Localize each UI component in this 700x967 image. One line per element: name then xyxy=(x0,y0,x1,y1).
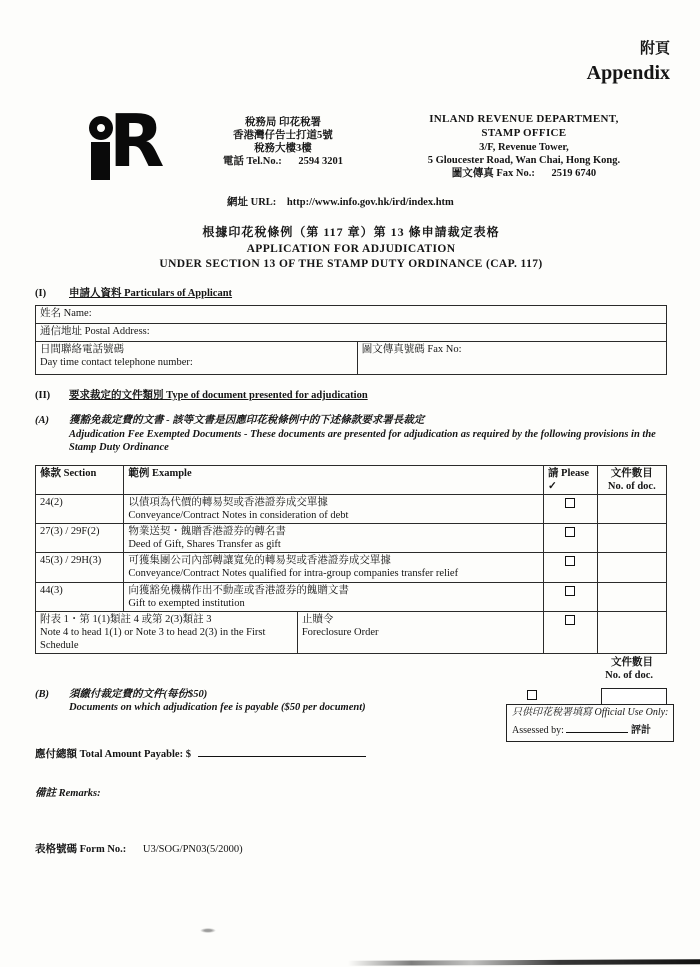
exempted-documents-table xyxy=(35,465,667,655)
form-title-zh: 根據印花稅條例（第 117 章）第 13 條申請裁定表格 xyxy=(202,225,500,240)
telephone-number: 2594 3201 xyxy=(298,156,343,168)
part-b-text xyxy=(69,688,489,714)
part-b-text-en: Documents on which adjudication fee is payable ($50 per document) xyxy=(69,702,366,714)
fax-line xyxy=(381,167,667,180)
office-zh-line: 稅務局 印花稅署 xyxy=(244,117,321,128)
assessed-by-label: Assessed by: xyxy=(512,724,564,736)
table-row xyxy=(36,524,667,553)
part-a-text-zh: 獲豁免裁定費的文書 - 該等文書是因應印花稅條例中的下述條款要求署長裁定 xyxy=(69,415,425,427)
example-cell: 可獲集團公司內部轉讓寬免的轉易契或香港證券成交單據 Conveyance/Contract Notes qualified for intra-group companies transfer relief xyxy=(124,553,544,582)
office-zh-line: 稅務大樓3樓 xyxy=(254,143,312,155)
fax-field[interactable]: 圖文傳真號碼 Fax No: xyxy=(357,342,666,375)
section2-number: (II) xyxy=(35,390,51,401)
section1-number: (I) xyxy=(35,287,47,299)
name-field[interactable]: 姓名 Name: xyxy=(36,306,667,324)
doc-count-caption: 文件數目 No. of doc. xyxy=(605,657,653,681)
table-row xyxy=(36,553,667,582)
part-a-text xyxy=(69,414,667,454)
fax-label: 圖文傳真 Fax No.: xyxy=(451,167,535,179)
please-cell xyxy=(543,611,597,653)
url-value: http://www.info.gov.hk/ird/index.htm xyxy=(286,197,454,208)
daytime-phone-field[interactable] xyxy=(36,342,358,375)
form-title xyxy=(35,225,667,271)
section-ref: 27(3) / 29F(2) xyxy=(36,524,124,553)
scan-artifact xyxy=(200,928,216,933)
checkbox-row4[interactable] xyxy=(565,586,575,596)
fax-number: 2519 6740 xyxy=(551,167,597,179)
part-a-text-en: Adjudication Fee Exempted Documents - These documents are presented for adjudication as required by the following provisions in the Stamp Duty Ordinance xyxy=(69,429,656,454)
table-row xyxy=(36,342,667,375)
checkbox-row5[interactable] xyxy=(565,615,575,625)
applicant-table xyxy=(35,305,667,375)
assessed-by-blank xyxy=(566,722,628,733)
checkbox-part-b[interactable] xyxy=(527,690,537,700)
office-address-zh xyxy=(191,108,375,169)
part-a-intro xyxy=(35,414,667,454)
total-amount-line xyxy=(35,744,667,761)
phone-label-zh: 日間聯絡電話號碼 xyxy=(40,344,124,355)
example-cell: 以債項為代價的轉易契或香港證券成交單據 Conveyance/Contract Notes in consideration of debt xyxy=(124,494,544,523)
table-row xyxy=(36,306,667,324)
table-header-row xyxy=(36,465,667,494)
doc-count-cell[interactable] xyxy=(597,524,666,553)
section-ref: 24(2) xyxy=(36,494,124,523)
example-cell: 止贖令 Foreclosure Order xyxy=(297,611,543,653)
scan-edge-artifact xyxy=(348,959,700,966)
letterhead xyxy=(35,99,667,192)
office-address-en xyxy=(381,108,667,180)
condition-cell: 附表 1・第 1(1)類註 4 或第 2(3)類註 3 Note 4 to head 1(1) or Note 3 to head 2(3) in the First Schedule xyxy=(36,611,298,653)
table-row xyxy=(36,494,667,523)
office-en-line: 3/F, Revenue Tower, xyxy=(479,141,569,153)
example-cell: 物業送契・餽贈香港證券的轉名書 Deed of Gift, Shares Transfer as gift xyxy=(124,524,544,553)
assessed-by-suffix: 評計 xyxy=(630,724,651,736)
remarks-label: 備註 Remarks: xyxy=(35,788,101,800)
column-header-section: 條款 Section xyxy=(36,465,124,494)
form-number-label: 表格號碼 Form No.: xyxy=(35,844,127,855)
assessed-by-line xyxy=(512,722,668,738)
ird-logo-icon: R xyxy=(83,108,183,192)
form-number-line xyxy=(35,843,243,856)
part-b-number: (B) xyxy=(35,689,49,701)
phone-label-en: Day time contact telephone number: xyxy=(40,357,193,369)
form-title-en2: UNDER SECTION 13 OF THE STAMP DUTY ORDINANCE (CAP. 117) xyxy=(159,257,543,270)
table-row xyxy=(36,324,667,342)
telephone-label: 電話 Tel.No.: xyxy=(222,156,282,168)
column-header-doc-count: 文件數目 No. of doc. xyxy=(597,465,666,494)
checkbox-row3[interactable] xyxy=(565,556,575,566)
total-amount-blank[interactable] xyxy=(198,744,366,757)
doc-count-cell[interactable] xyxy=(597,553,666,582)
telephone-line xyxy=(191,155,375,168)
doc-count-cell[interactable] xyxy=(597,582,666,611)
table-row xyxy=(36,611,667,653)
column-header-example: 範例 Example xyxy=(124,465,544,494)
please-cell xyxy=(543,524,597,553)
column-header-please: 請 Please ✓ xyxy=(543,465,597,494)
part-b-text-zh: 須繳付裁定費的文件(每份$50) xyxy=(69,689,208,701)
example-cell: 向獲豁免機構作出不動產或香港證券的餽贈文書 Gift to exempted institution xyxy=(124,582,544,611)
section2-heading xyxy=(35,389,667,402)
please-cell xyxy=(543,553,597,582)
doc-count-cell[interactable] xyxy=(597,611,666,653)
part-a-number: (A) xyxy=(35,415,49,427)
appendix-corner xyxy=(587,40,670,86)
office-en-line: INLAND REVENUE DEPARTMENT, xyxy=(429,113,619,125)
total-amount-label: 應付總額 Total Amount Payable: $ xyxy=(35,749,191,761)
appendix-label-zh: 附頁 xyxy=(639,41,670,57)
form-number-value: U3/SOG/PN03(5/2000) xyxy=(142,844,243,855)
please-cell xyxy=(543,494,597,523)
checkbox-row1[interactable] xyxy=(565,498,575,508)
office-en-line: 5 Gloucester Road, Wan Chai, Hong Kong. xyxy=(427,154,621,166)
office-zh-line: 香港灣仔告士打道5號 xyxy=(233,130,333,142)
checkbox-row2[interactable] xyxy=(565,527,575,537)
url-label: 網址 URL: xyxy=(227,197,277,208)
appendix-label-en: Appendix xyxy=(586,61,670,84)
section1-title: 申請人資料 Particulars of Applicant xyxy=(69,287,233,299)
section-ref: 45(3) / 29H(3) xyxy=(36,553,124,582)
url-line xyxy=(35,196,667,209)
table-row xyxy=(36,582,667,611)
doc-count-cell[interactable] xyxy=(597,494,666,523)
office-en-line: STAMP OFFICE xyxy=(481,126,567,139)
section1-heading xyxy=(35,287,667,300)
section-ref: 44(3) xyxy=(36,582,124,611)
postal-address-field[interactable]: 通信地址 Postal Address: xyxy=(36,324,667,342)
please-cell xyxy=(543,582,597,611)
official-use-box xyxy=(506,704,674,742)
section2-title: 要求裁定的文件類別 Type of document presented for adjudication xyxy=(69,390,368,401)
official-use-label: 只供印花稅署填寫 Official Use Only: xyxy=(512,707,669,718)
form-title-en1: APPLICATION FOR ADJUDICATION xyxy=(246,243,456,256)
